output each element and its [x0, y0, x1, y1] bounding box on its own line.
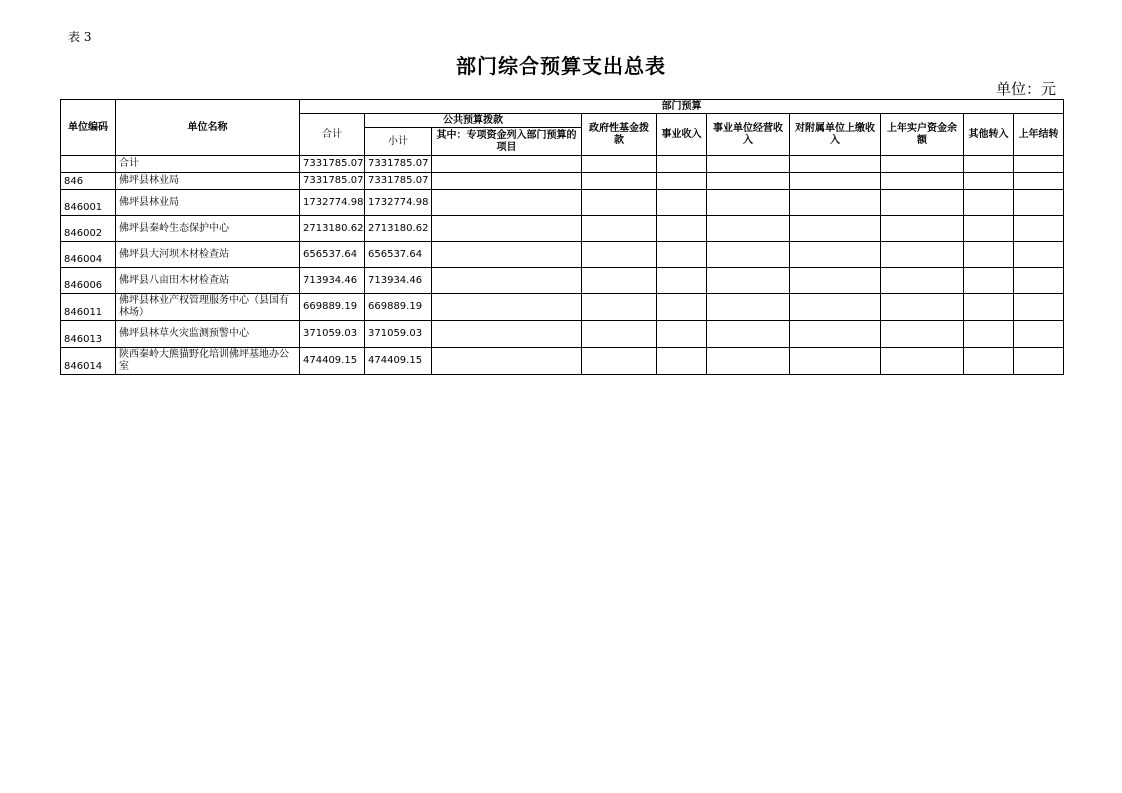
cell-subtotal: 713934.46	[365, 268, 432, 294]
header-prior-carryover: 上年结转	[1014, 114, 1064, 156]
cell-name: 佛坪县林业产权管理服务中心（县国有林场）	[116, 294, 300, 321]
table-row	[61, 348, 1064, 375]
page-title: 部门综合预算支出总表	[456, 54, 666, 78]
table-row	[61, 242, 1064, 268]
cell-total: 7331785.07	[300, 156, 365, 173]
cell-subtotal: 656537.64	[365, 242, 432, 268]
cell-code: 846004	[61, 242, 116, 268]
header-business-income: 事业收入	[657, 114, 707, 156]
header-total: 合计	[300, 114, 365, 156]
header-operating-income: 事业单位经营收入	[707, 114, 790, 156]
header-dept-budget: 部门预算	[300, 100, 1064, 114]
table-row	[61, 190, 1064, 216]
cell-name: 佛坪县林业局	[116, 173, 300, 190]
budget-table	[60, 99, 1064, 375]
cell-subtotal: 474409.15	[365, 348, 432, 375]
cell-code: 846011	[61, 294, 116, 321]
table-row	[61, 216, 1064, 242]
cell-total: 7331785.07	[300, 173, 365, 190]
table-row	[61, 294, 1064, 321]
table-row	[61, 173, 1064, 190]
header-other-transfer: 其他转入	[964, 114, 1014, 156]
cell-name: 佛坪县林业局	[116, 190, 300, 216]
cell-total: 713934.46	[300, 268, 365, 294]
table-row	[61, 156, 1064, 173]
cell-name: 陕西秦岭大熊猫野化培训佛坪基地办公室	[116, 348, 300, 375]
cell-subtotal: 1732774.98	[365, 190, 432, 216]
header-name: 单位名称	[116, 100, 300, 156]
cell-code: 846006	[61, 268, 116, 294]
cell-total: 371059.03	[300, 321, 365, 348]
header-public-budget: 公共预算拨款	[365, 114, 582, 128]
cell-name: 佛坪县八亩田木材检查站	[116, 268, 300, 294]
cell-subtotal: 371059.03	[365, 321, 432, 348]
cell-total: 474409.15	[300, 348, 365, 375]
cell-code: 846001	[61, 190, 116, 216]
cell-subtotal: 669889.19	[365, 294, 432, 321]
cell-total: 656537.64	[300, 242, 365, 268]
cell-total: 669889.19	[300, 294, 365, 321]
header-code: 单位编码	[61, 100, 116, 156]
cell-name: 佛坪县大河坝木材检查站	[116, 242, 300, 268]
header-gov-fund: 政府性基金拨款	[582, 114, 657, 156]
cell-name: 佛坪县林草火灾监测预警中心	[116, 321, 300, 348]
cell-code: 846014	[61, 348, 116, 375]
table-number: 表 3	[68, 30, 92, 44]
cell-subtotal: 2713180.62	[365, 216, 432, 242]
header-affiliated-income: 对附属单位上缴收入	[790, 114, 881, 156]
cell-code: 846	[61, 173, 116, 190]
cell-total: 1732774.98	[300, 190, 365, 216]
cell-subtotal: 7331785.07	[365, 173, 432, 190]
header-subtotal: 小计	[365, 128, 432, 156]
cell-code: 846013	[61, 321, 116, 348]
cell-name: 佛坪县秦岭生态保护中心	[116, 216, 300, 242]
cell-subtotal: 7331785.07	[365, 156, 432, 173]
cell-name: 合计	[116, 156, 300, 173]
cell-code: 846002	[61, 216, 116, 242]
cell-total: 2713180.62	[300, 216, 365, 242]
table-row	[61, 321, 1064, 348]
header-prior-balance: 上年实户资金余额	[881, 114, 964, 156]
cell-code	[61, 156, 116, 173]
table-row	[61, 268, 1064, 294]
header-special: 其中：专项资金列入部门预算的项目	[432, 128, 582, 156]
unit-label: 单位：元	[995, 80, 1056, 98]
